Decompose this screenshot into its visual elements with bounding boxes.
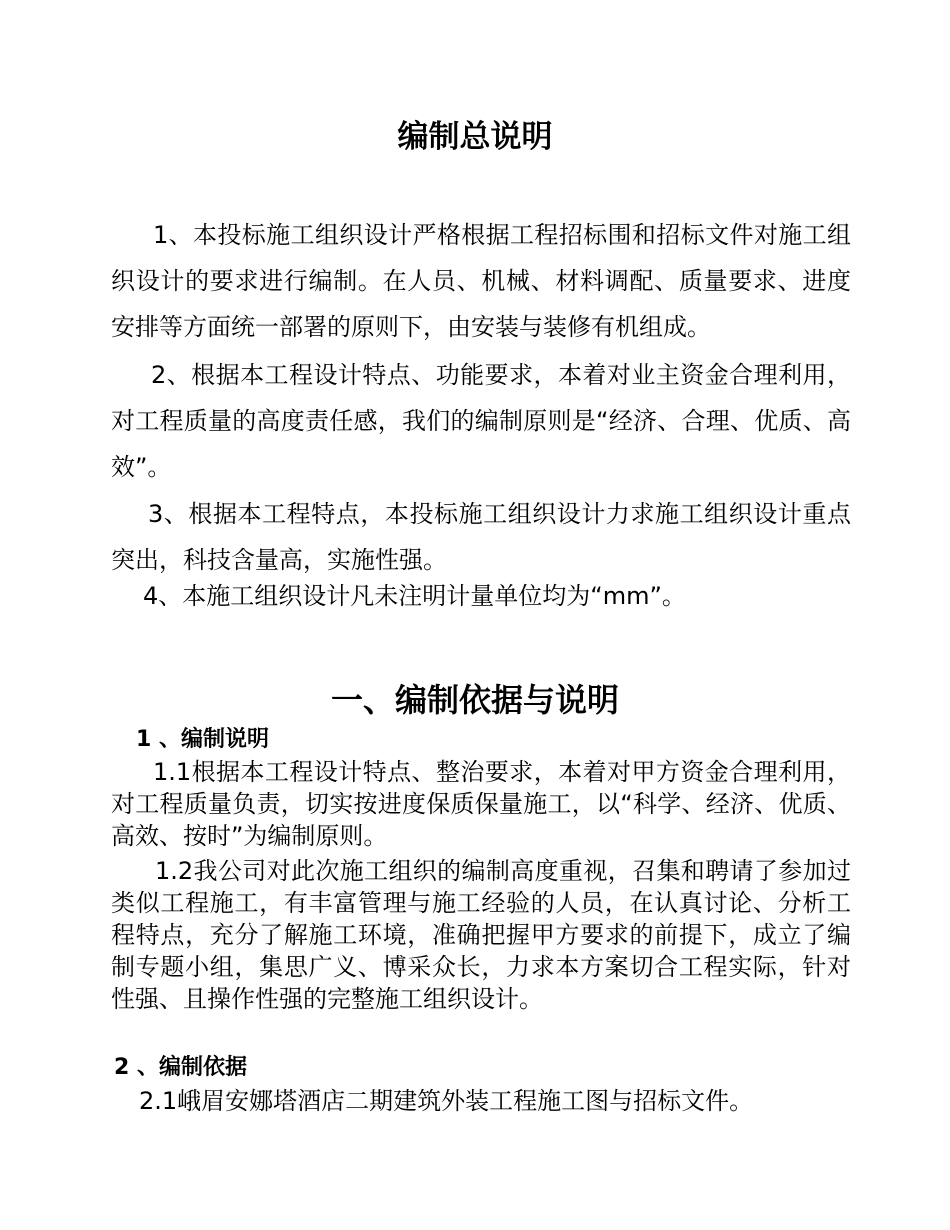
subsection-2-paragraph-1: 2.1峨眉安娜塔酒店二期建筑外装工程施工图与招标文件。	[139, 1087, 754, 1115]
section-heading: 一、编制依据与说明	[330, 681, 619, 719]
intro-paragraph-3: 3、根据本工程特点，本投标施工组织设计力求施工组织设计重点突出，科技含量高，实施性强。	[111, 500, 851, 574]
subsection-heading-1: 1 、编制说明	[136, 727, 269, 752]
intro-paragraph-4: 4、本施工组织设计凡未注明计量单位均为“mm”。	[143, 582, 686, 610]
intro-paragraph-2: 2、根据本工程设计特点、功能要求，本着对业主资金合理利用，对工程质量的高度责任感，我们的编制原则是“经济、合理、优质、高效”。	[111, 361, 851, 481]
subsection-heading-2: 2 、编制依据	[114, 1055, 247, 1080]
subsection-1-paragraph-1: 1.1根据本工程设计特点、整治要求，本着对甲方资金合理利用，对工程质量负责，切实按进度保质保量施工，以“科学、经济、优质、高效、按时”为编制原则。	[111, 758, 851, 850]
intro-paragraph-1: 1、本投标施工组织设计严格根据工程招标围和招标文件对施工组织设计的要求进行编制。在人员、机械、材料调配、质量要求、进度安排等方面统一部署的原则下，由安装与装修有机组成。	[111, 221, 851, 341]
subsection-1-paragraph-2: 1.2我公司对此次施工组织的编制高度重视，召集和聘请了参加过类似工程施工，有丰富管理与施工经验的人员，在认真讨论、分析工程特点，充分了解施工环境，准确把握甲方要求的前提下，成立了编制专题小组，集思广义、博采众长，力求本方案切合工程实际，针对性强、且操作性强的完整施工组织设计。	[111, 857, 851, 1013]
document-title: 编制总说明	[397, 119, 553, 155]
